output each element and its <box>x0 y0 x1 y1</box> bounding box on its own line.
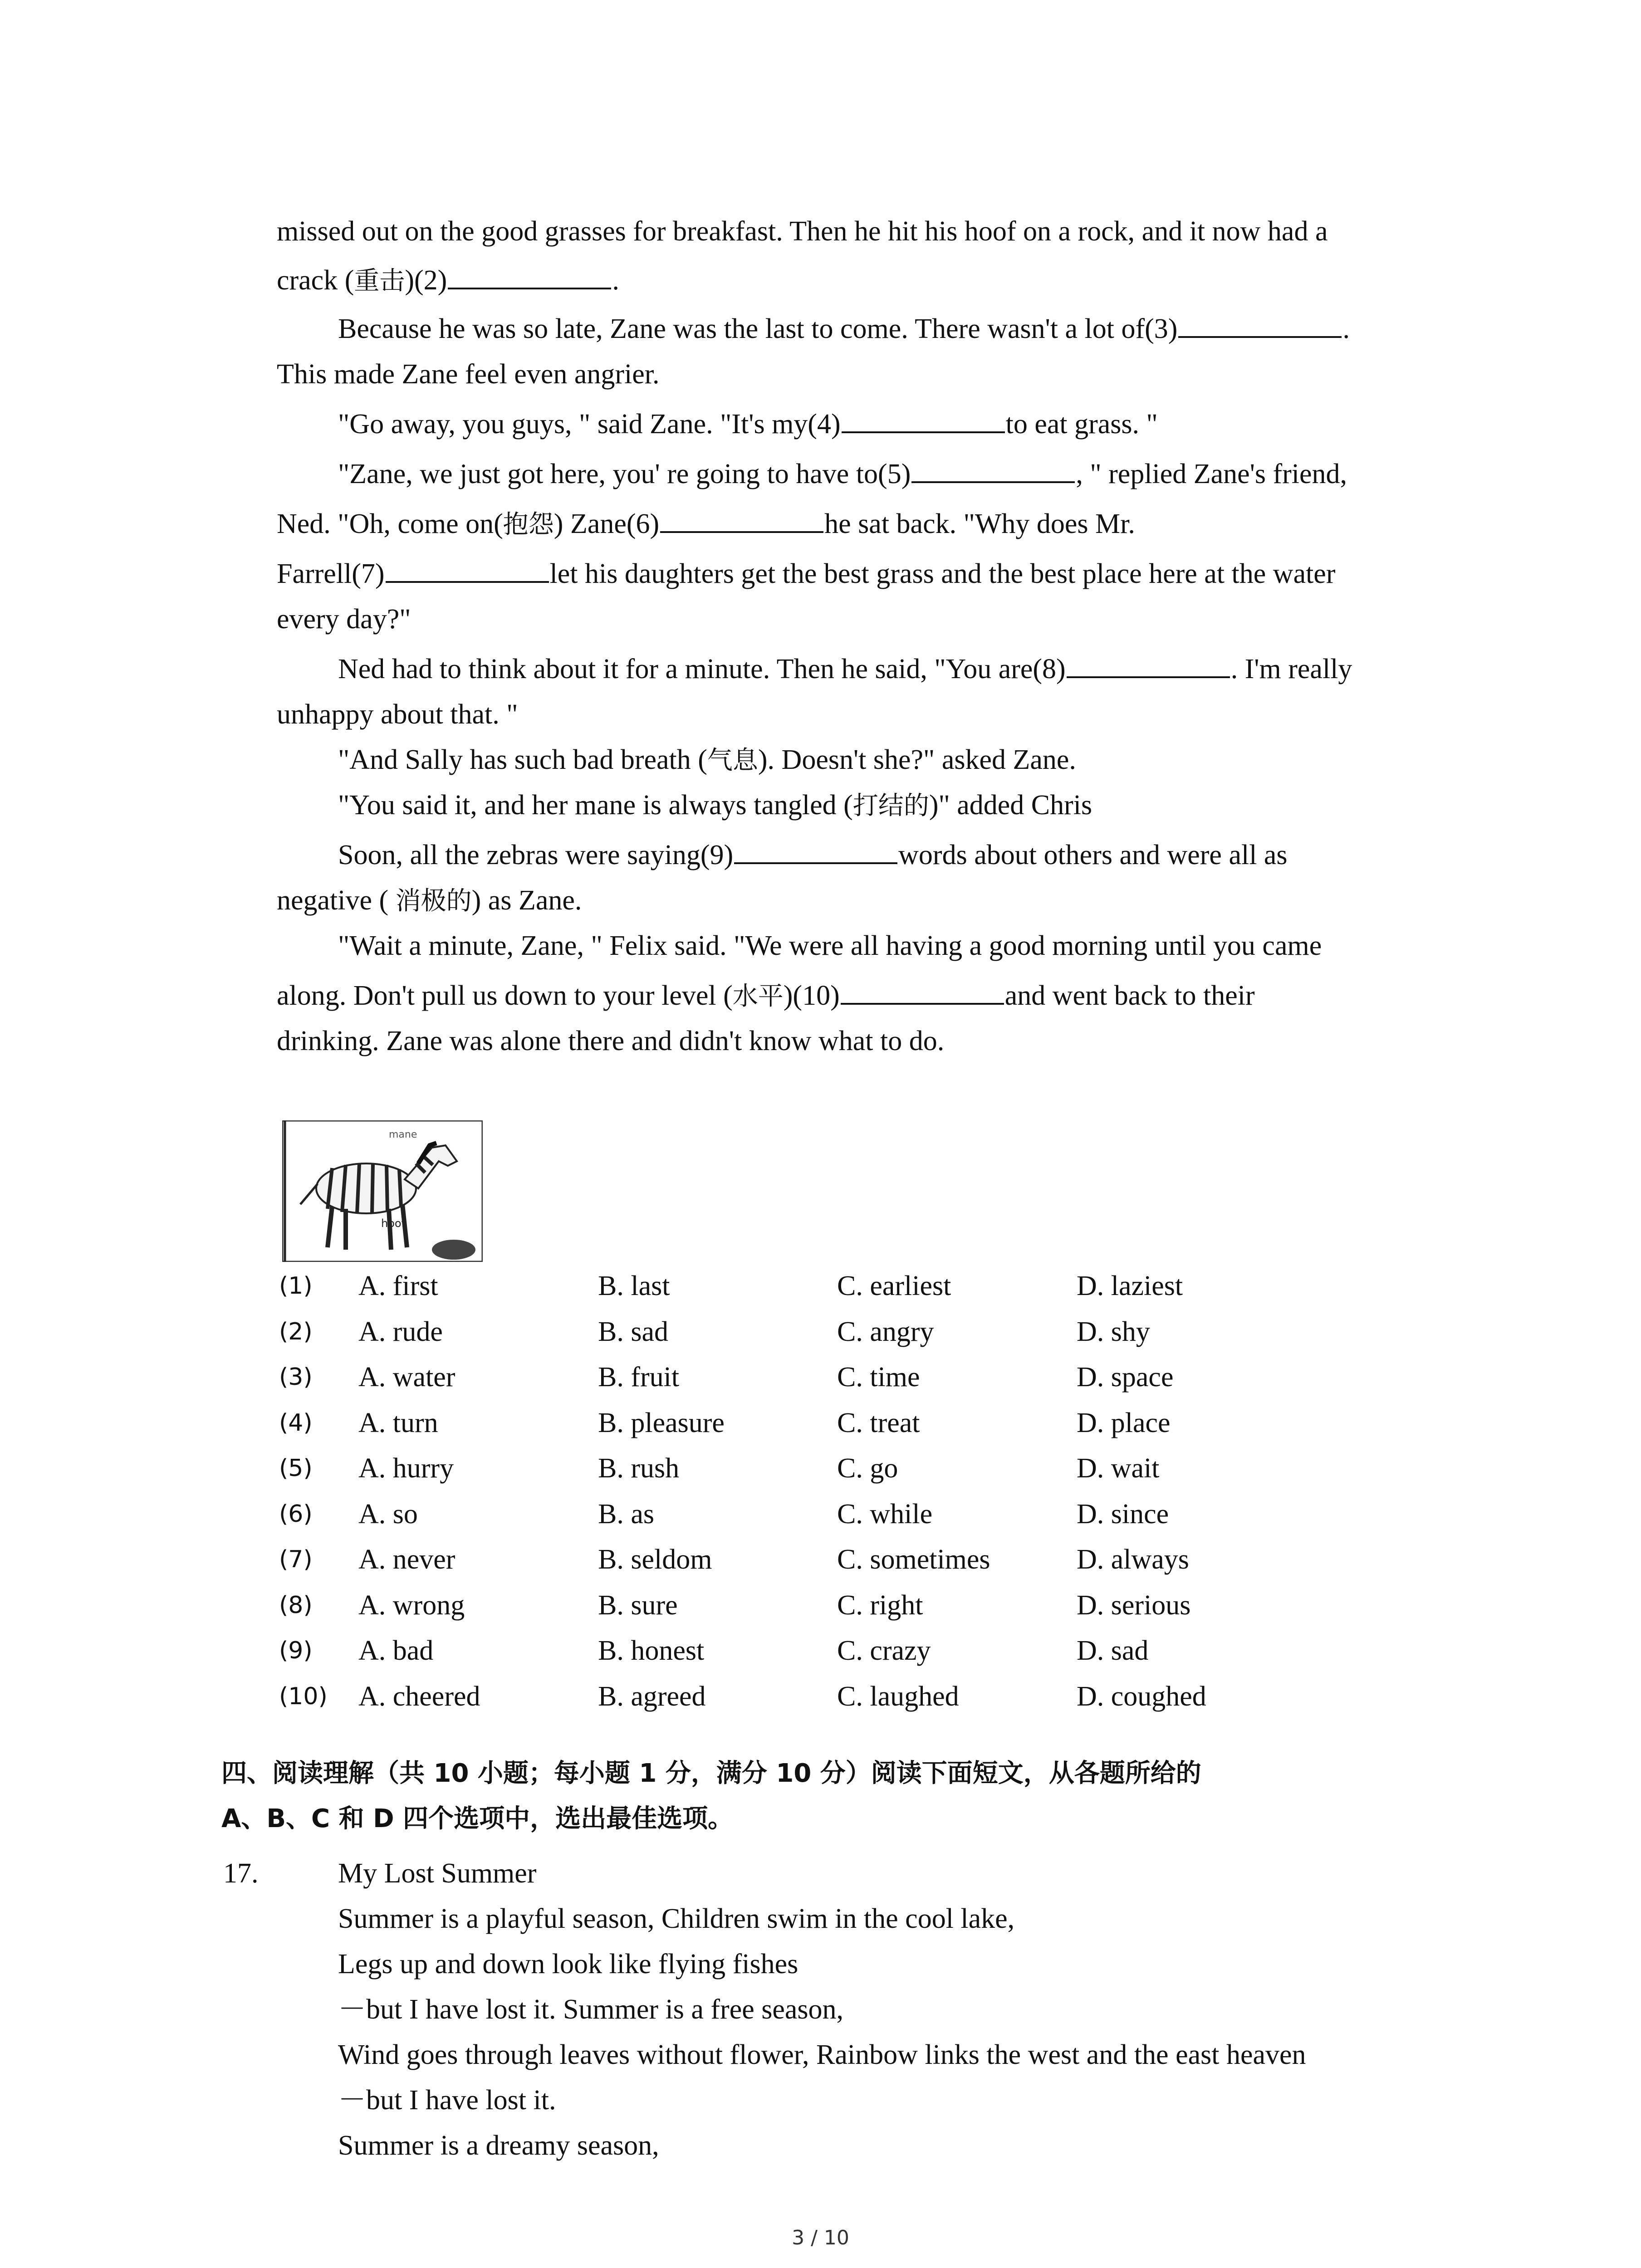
option-c[interactable]: C. right <box>837 1589 923 1621</box>
zebra-illustration-icon <box>282 1120 483 1262</box>
option-c[interactable]: C. earliest <box>837 1271 951 1301</box>
blank-2[interactable] <box>448 262 611 289</box>
option-d[interactable]: D. wait <box>1077 1453 1160 1484</box>
option-b[interactable]: B. as <box>598 1498 654 1530</box>
option-b[interactable]: B. sad <box>598 1316 668 1347</box>
option-b[interactable]: B. honest <box>598 1635 705 1666</box>
blank-9[interactable] <box>734 837 897 864</box>
option-b[interactable]: B. agreed <box>598 1681 706 1712</box>
passage-line-2: crack (重击)(2) . <box>277 262 619 299</box>
page-number: 3 / 10 <box>792 2226 849 2249</box>
blank-8[interactable] <box>1067 651 1230 678</box>
option-d[interactable]: D. laziest <box>1077 1271 1183 1301</box>
passage-line-5: "Go away, you guys, " said Zane. "It's my(4) to eat grass. " <box>338 406 1158 442</box>
passage-line-7: Ned. "Oh, come on(抱怨) Zane(6) he sat back. "Why does Mr. <box>277 506 1135 543</box>
poem-line-6: Summer is a dreamy season, <box>338 2130 659 2161</box>
option-c[interactable]: C. crazy <box>837 1635 931 1666</box>
option-number: (2) <box>279 1318 313 1345</box>
option-number: (4) <box>279 1409 313 1437</box>
label-hoof: hoof <box>381 1217 406 1230</box>
option-a[interactable]: A. rude <box>358 1316 443 1347</box>
passage-line-1: missed out on the good grasses for breakfast. Then he hit his hoof on a rock, and it now had a <box>277 216 1328 247</box>
option-a[interactable]: A. turn <box>358 1407 438 1438</box>
poem-line-3: －but I have lost it. Summer is a free season, <box>338 1994 844 2025</box>
option-d[interactable]: D. since <box>1077 1498 1169 1530</box>
option-number: (5) <box>279 1455 313 1482</box>
option-c[interactable]: C. time <box>837 1362 920 1393</box>
blank-10[interactable] <box>841 978 1004 1005</box>
option-c[interactable]: C. angry <box>837 1316 934 1347</box>
poem-line-4: Wind goes through leaves without flower, Rainbow links the west and the east heaven <box>338 2039 1306 2070</box>
option-b[interactable]: B. seldom <box>598 1544 712 1575</box>
zebra-figure <box>282 1120 483 1262</box>
option-d[interactable]: D. sad <box>1077 1635 1149 1666</box>
section-4-heading-line-2: A、B、C 和 D 四个选项中，选出最佳选项。 <box>221 1804 734 1833</box>
option-c[interactable]: C. while <box>837 1498 933 1530</box>
passage-line-4: This made Zane feel even angrier. <box>277 359 660 390</box>
option-b[interactable]: B. rush <box>598 1453 680 1484</box>
passage-line-12: "And Sally has such bad breath (气息). Doesn't she?" asked Zane. <box>338 744 1076 775</box>
option-c[interactable]: C. laughed <box>837 1681 959 1712</box>
option-a[interactable]: A. never <box>358 1544 456 1575</box>
option-b[interactable]: B. pleasure <box>598 1407 725 1438</box>
blank-6[interactable] <box>660 506 823 533</box>
passage-line-11: unhappy about that. " <box>277 699 518 730</box>
option-a[interactable]: A. first <box>358 1271 438 1301</box>
option-number: (3) <box>279 1364 313 1391</box>
blank-3[interactable] <box>1178 311 1342 338</box>
passage-line-10: Ned had to think about it for a minute. Then he said, "You are(8) . I'm really <box>338 651 1352 687</box>
passage-line-14: Soon, all the zebras were saying(9) words about others and were all as <box>338 837 1288 873</box>
option-d[interactable]: D. serious <box>1077 1589 1191 1621</box>
option-a[interactable]: A. water <box>358 1362 456 1393</box>
option-number: (9) <box>279 1637 313 1664</box>
passage-line-9: every day?" <box>277 604 411 635</box>
passage-line-18: drinking. Zane was alone there and didn't know what to do. <box>277 1026 945 1056</box>
section-4-heading: 四、阅读理解（共 10 小题；每小题 1 分，满分 10 分）阅读下面短文，从各题所给的 <box>221 1759 1201 1788</box>
passage-line-17: along. Don't pull us down to your level (水平)(10) and went back to their <box>277 978 1255 1015</box>
passage-line-3: Because he was so late, Zane was the last to come. There wasn't a lot of(3) . <box>338 311 1350 347</box>
option-a[interactable]: A. wrong <box>358 1589 465 1621</box>
passage-line-8: Farrell(7) let his daughters get the best grass and the best place here at the water <box>277 556 1335 592</box>
poem-line-5: －but I have lost it. <box>338 2085 556 2116</box>
passage-line-6: "Zane, we just got here, you' re going to have to(5) , " replied Zane's friend, <box>338 456 1347 492</box>
option-d[interactable]: D. coughed <box>1077 1681 1206 1712</box>
passage-line-15: negative ( 消极的) as Zane. <box>277 885 582 916</box>
label-mane: mane <box>389 1129 417 1140</box>
option-c[interactable]: C. treat <box>837 1407 920 1438</box>
option-d[interactable]: D. always <box>1077 1544 1189 1575</box>
option-d[interactable]: D. place <box>1077 1407 1171 1438</box>
option-a[interactable]: A. cheered <box>358 1681 480 1712</box>
blank-4[interactable] <box>842 406 1005 433</box>
poem-title: My Lost Summer <box>338 1858 537 1889</box>
option-d[interactable]: D. shy <box>1077 1316 1150 1347</box>
option-number: (6) <box>279 1500 313 1528</box>
option-c[interactable]: C. sometimes <box>837 1544 990 1575</box>
poem-line-2: Legs up and down look like flying fishes <box>338 1949 798 1980</box>
blank-7[interactable] <box>386 556 549 583</box>
option-number: (7) <box>279 1546 313 1573</box>
option-number: (1) <box>279 1272 313 1300</box>
poem-line-1: Summer is a playful season, Children swim in the cool lake, <box>338 1903 1015 1934</box>
blank-5[interactable] <box>911 456 1075 483</box>
option-b[interactable]: B. sure <box>598 1589 678 1621</box>
option-b[interactable]: B. last <box>598 1271 670 1301</box>
option-b[interactable]: B. fruit <box>598 1362 680 1393</box>
option-a[interactable]: A. bad <box>358 1635 434 1666</box>
option-number: (8) <box>279 1591 313 1619</box>
question-17-number: 17. <box>223 1858 259 1889</box>
passage-line-16: "Wait a minute, Zane, " Felix said. "We were all having a good morning until you came <box>338 930 1322 961</box>
option-c[interactable]: C. go <box>837 1453 898 1484</box>
option-d[interactable]: D. space <box>1077 1362 1174 1393</box>
option-number: (10) <box>279 1682 328 1710</box>
passage-line-13: "You said it, and her mane is always tangled (打结的)" added Chris <box>338 790 1092 821</box>
option-a[interactable]: A. so <box>358 1498 418 1530</box>
option-a[interactable]: A. hurry <box>358 1453 454 1484</box>
